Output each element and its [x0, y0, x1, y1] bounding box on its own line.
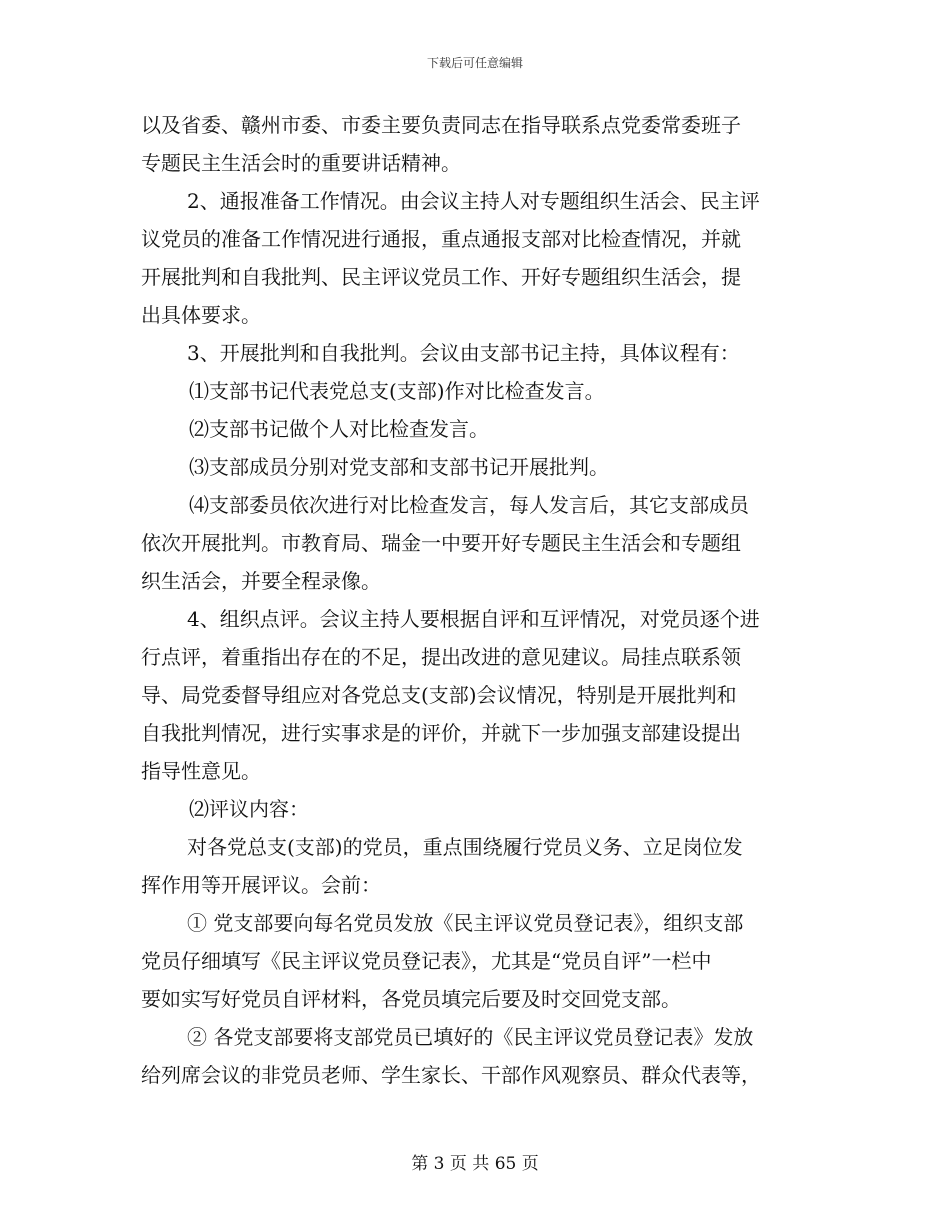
text-line: 议党员的准备工作情况进行通报，重点通报支部对比检查情况，并就 [141, 227, 741, 251]
text-line: 专题民主生活会时的重要讲话精神。 [141, 151, 461, 175]
text-line: 出具体要求。 [141, 303, 261, 327]
page-number: 第 3 页 共 65 页 [411, 1154, 539, 1174]
paragraph-start: 3、开展批判和自我批判。会议由支部书记主持，具体议程有： [187, 341, 740, 365]
text-line: 党员仔细填写《民主评议党员登记表》，尤其是“党员自评”一栏中 [141, 949, 712, 973]
text-line: 依次开展批判。市教育局、瑞金一中要开好专题民主生活会和专题组 [141, 531, 741, 555]
list-item: ① 党支部要向每名党员发放《民主评议党员登记表》，组织支部 [187, 911, 744, 935]
text-line: 开展批判和自我批判、民主评议党员工作、开好专题组织生活会，提 [141, 265, 741, 289]
list-item: ② 各党支部要将支部党员已填好的《民主评议党员登记表》发放 [187, 1025, 754, 1049]
paragraph-start: 2、通报准备工作情况。由会议主持人对专题组织生活会、民主评 [187, 189, 760, 213]
text-line: 行点评，着重指出存在的不足，提出改进的意见建议。局挂点联系领 [141, 645, 741, 669]
document-body [141, 106, 813, 1094]
text-line: 织生活会，并要全程录像。 [141, 569, 381, 593]
paragraph-start: 4、组织点评。会议主持人要根据自评和互评情况，对党员逐个进 [187, 607, 760, 631]
list-item: ⑴支部书记代表党总支(支部)作对比检查发言。 [189, 379, 605, 403]
text-line: 给列席会议的非党员老师、学生家长、干部作风观察员、群众代表等， [141, 1063, 761, 1087]
list-item: ⑶支部成员分别对党支部和支部书记开展批判。 [189, 455, 609, 479]
paragraph-start: 对各党总支(支部)的党员，重点围绕履行党员义务、立足岗位发 [187, 835, 743, 859]
page-header: 下载后可任意编辑 [426, 56, 523, 70]
text-line: 挥作用等开展评议。会前： [141, 873, 381, 897]
text-line: 自我批判情况，进行实事求是的评价，并就下一步加强支部建设提出 [141, 721, 741, 745]
list-item: ⑷支部委员依次进行对比检查发言，每人发言后，其它支部成员 [189, 493, 749, 517]
list-item: ⑵支部书记做个人对比检查发言。 [189, 417, 489, 441]
text-line: 指导性意见。 [141, 759, 261, 783]
text-line: 要如实写好党员自评材料，各党员填完后要及时交回党支部。 [141, 987, 681, 1011]
text-line: 导、局党委督导组应对各党总支(支部)会议情况，特别是开展批判和 [141, 683, 737, 707]
section-heading: ⑵评议内容： [189, 797, 309, 821]
text-line: 以及省委、赣州市委、市委主要负责同志在指导联系点党委常委班子 [141, 113, 741, 137]
